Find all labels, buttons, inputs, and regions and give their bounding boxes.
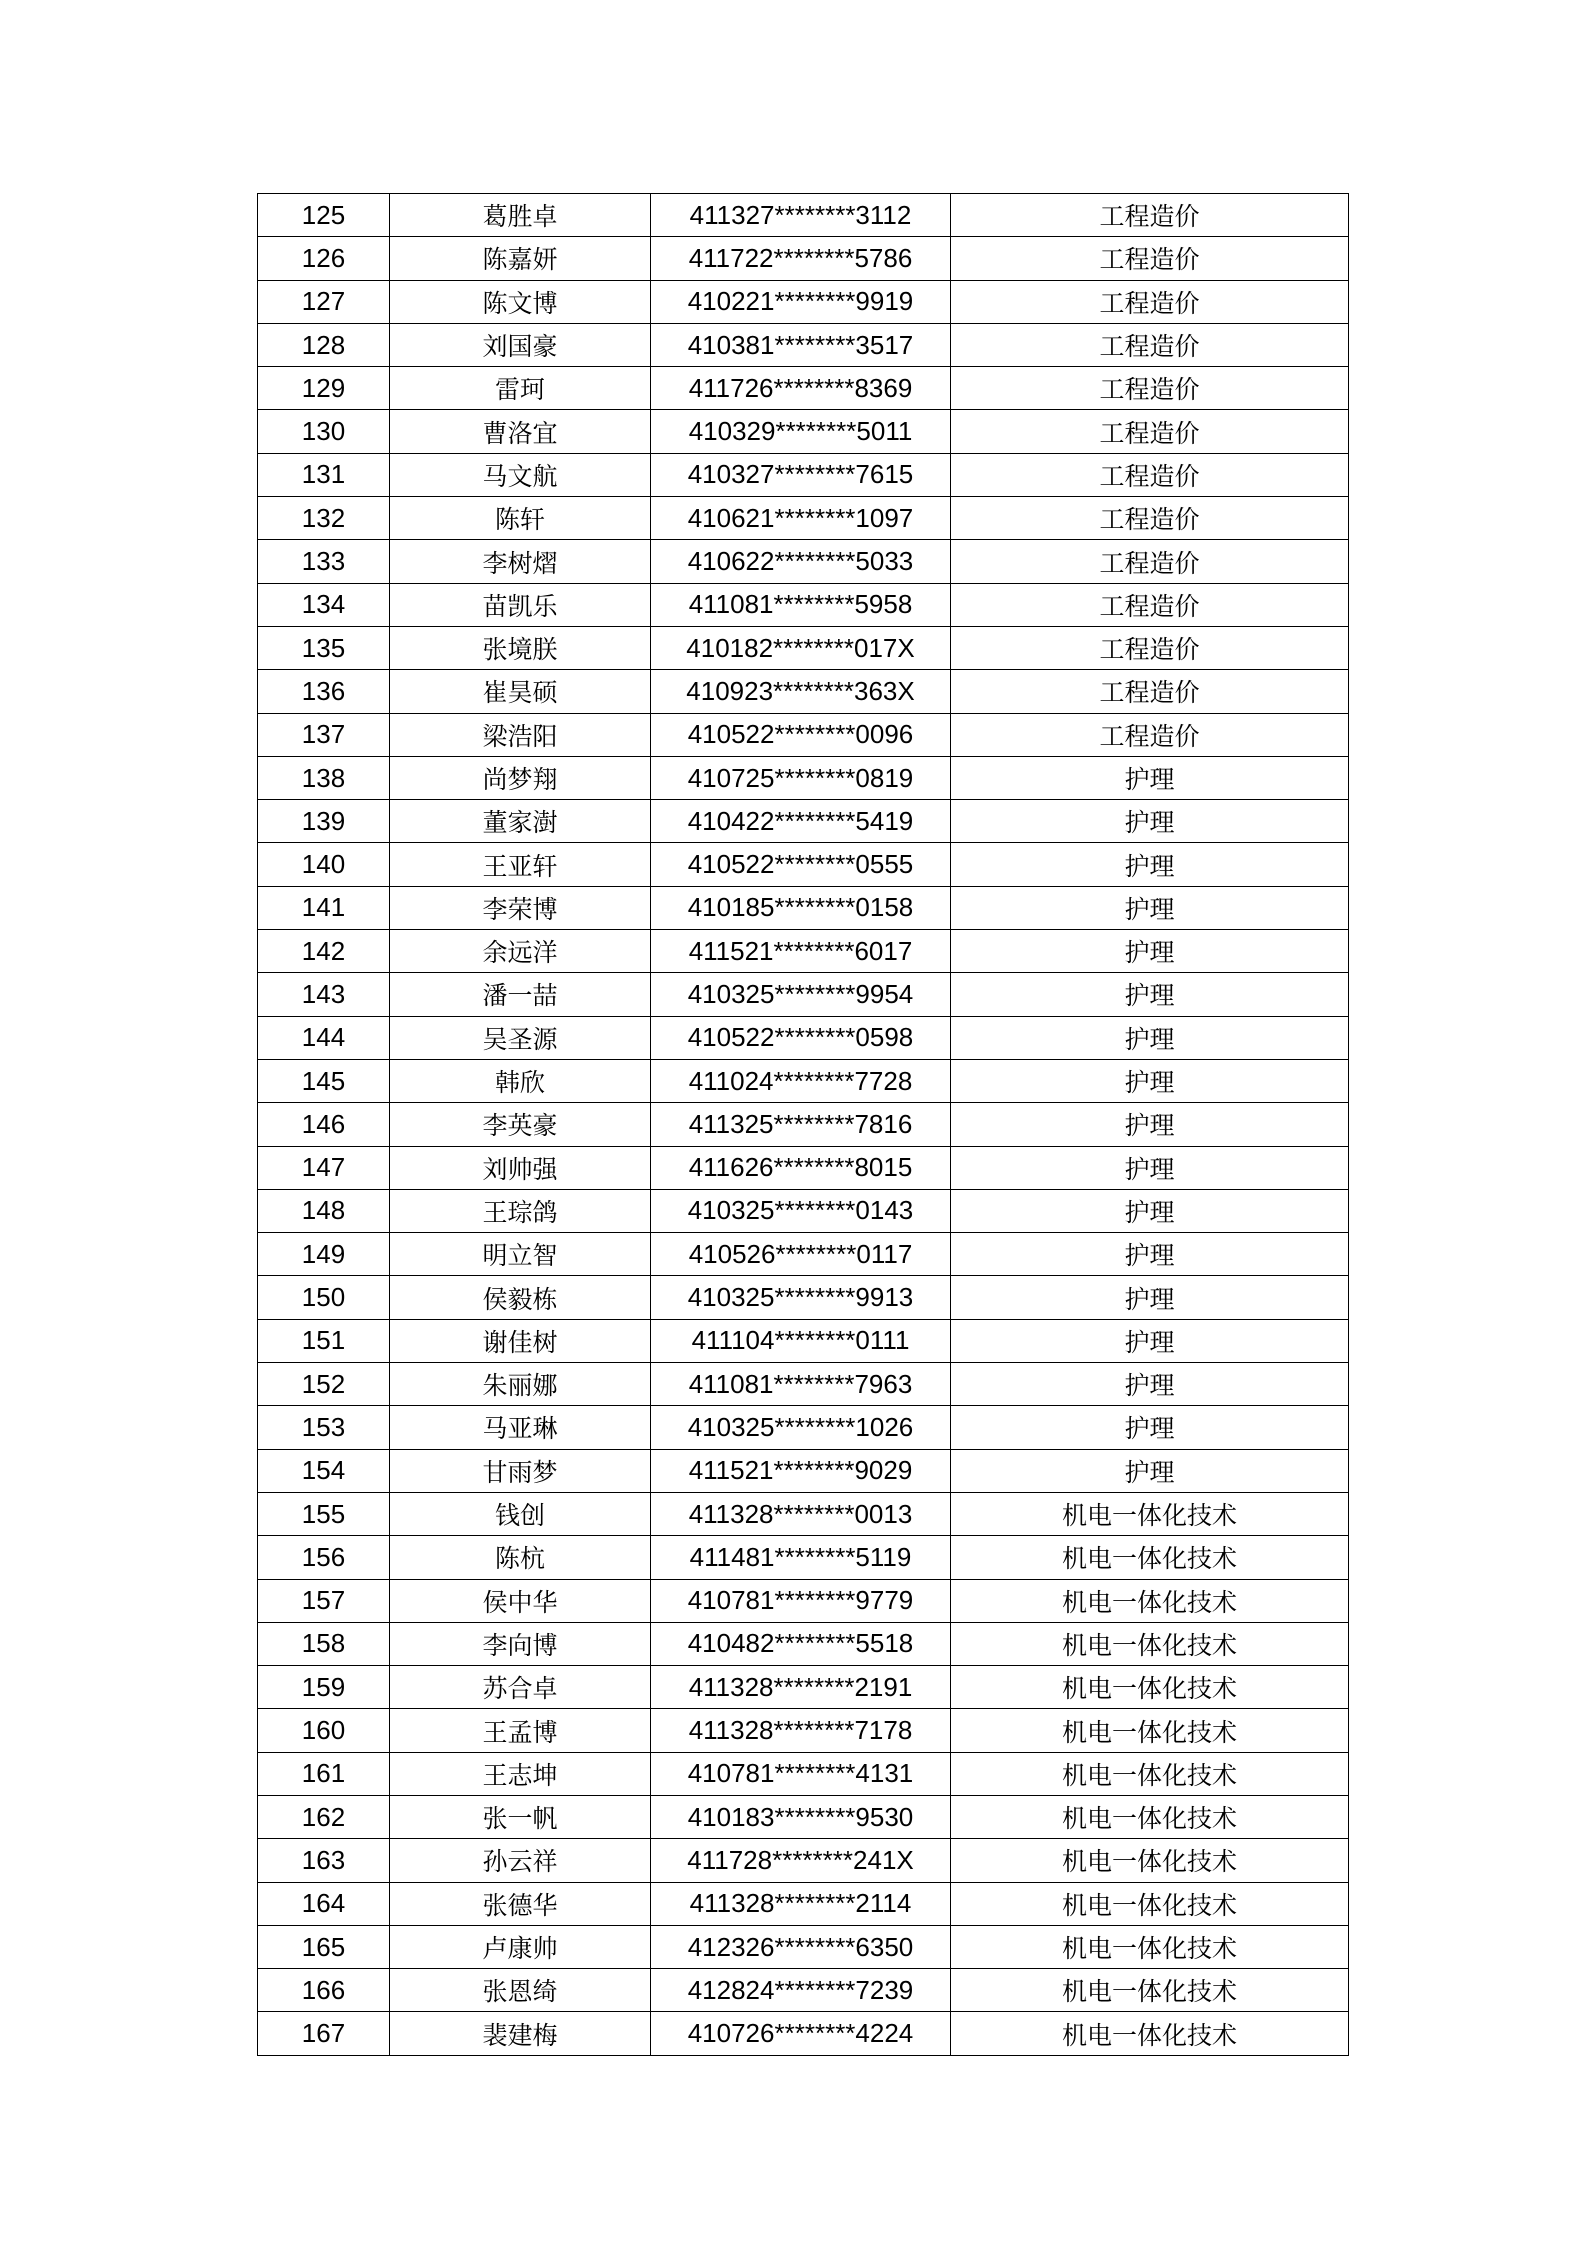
major-cell: 护理 (951, 756, 1349, 799)
major-cell: 护理 (951, 1189, 1349, 1232)
row-number-cell: 129 (258, 367, 390, 410)
id-number-cell: 410381********3517 (651, 323, 951, 366)
roster-body (258, 194, 1349, 2056)
row-number-cell: 155 (258, 1492, 390, 1535)
id-number-cell: 411327********3112 (651, 194, 951, 237)
row-number-cell: 146 (258, 1103, 390, 1146)
table-row (258, 367, 1349, 410)
table-row (258, 1319, 1349, 1362)
major-cell: 工程造价 (951, 280, 1349, 323)
table-row (258, 1103, 1349, 1146)
row-number-cell: 165 (258, 1925, 390, 1968)
major-cell: 护理 (951, 1146, 1349, 1189)
student-name-cell: 马文航 (390, 453, 651, 496)
row-number-cell: 135 (258, 626, 390, 669)
id-number-cell: 410923********363X (651, 670, 951, 713)
student-name-cell: 张境朕 (390, 626, 651, 669)
id-number-cell: 410522********0598 (651, 1016, 951, 1059)
student-name-cell: 苗凯乐 (390, 583, 651, 626)
row-number-cell: 162 (258, 1795, 390, 1838)
row-number-cell: 166 (258, 1969, 390, 2012)
major-cell: 机电一体化技术 (951, 1536, 1349, 1579)
table-row (258, 1233, 1349, 1276)
id-number-cell: 410325********9913 (651, 1276, 951, 1319)
row-number-cell: 142 (258, 930, 390, 973)
student-name-cell: 刘帅强 (390, 1146, 651, 1189)
major-cell: 护理 (951, 1319, 1349, 1362)
id-number-cell: 410329********5011 (651, 410, 951, 453)
major-cell: 工程造价 (951, 453, 1349, 496)
table-row (258, 973, 1349, 1016)
student-name-cell: 张德华 (390, 1882, 651, 1925)
row-number-cell: 161 (258, 1752, 390, 1795)
student-name-cell: 王亚轩 (390, 843, 651, 886)
student-name-cell: 陈轩 (390, 497, 651, 540)
row-number-cell: 151 (258, 1319, 390, 1362)
id-number-cell: 411081********5958 (651, 583, 951, 626)
major-cell: 工程造价 (951, 626, 1349, 669)
table-row (258, 2012, 1349, 2055)
table-row (258, 453, 1349, 496)
id-number-cell: 411104********0111 (651, 1319, 951, 1362)
id-number-cell: 410482********5518 (651, 1622, 951, 1665)
id-number-cell: 410522********0555 (651, 843, 951, 886)
table-row (258, 410, 1349, 453)
major-cell: 护理 (951, 1103, 1349, 1146)
major-cell: 机电一体化技术 (951, 1882, 1349, 1925)
row-number-cell: 125 (258, 194, 390, 237)
row-number-cell: 137 (258, 713, 390, 756)
row-number-cell: 131 (258, 453, 390, 496)
table-row (258, 1146, 1349, 1189)
major-cell: 护理 (951, 930, 1349, 973)
major-cell: 工程造价 (951, 367, 1349, 410)
student-name-cell: 马亚琳 (390, 1406, 651, 1449)
major-cell: 机电一体化技术 (951, 1839, 1349, 1882)
table-row (258, 540, 1349, 583)
row-number-cell: 136 (258, 670, 390, 713)
major-cell: 机电一体化技术 (951, 1925, 1349, 1968)
major-cell: 工程造价 (951, 540, 1349, 583)
id-number-cell: 411728********241X (651, 1839, 951, 1882)
table-row (258, 1925, 1349, 1968)
student-name-cell: 陈文博 (390, 280, 651, 323)
row-number-cell: 164 (258, 1882, 390, 1925)
student-name-cell: 苏合卓 (390, 1666, 651, 1709)
table-row (258, 1016, 1349, 1059)
table-row (258, 670, 1349, 713)
table-row (258, 1059, 1349, 1102)
table-row (258, 194, 1349, 237)
row-number-cell: 130 (258, 410, 390, 453)
table-row (258, 280, 1349, 323)
row-number-cell: 145 (258, 1059, 390, 1102)
student-name-cell: 余远洋 (390, 930, 651, 973)
major-cell: 工程造价 (951, 194, 1349, 237)
table-row (258, 930, 1349, 973)
id-number-cell: 411328********0013 (651, 1492, 951, 1535)
student-name-cell: 李英豪 (390, 1103, 651, 1146)
id-number-cell: 410726********4224 (651, 2012, 951, 2055)
row-number-cell: 163 (258, 1839, 390, 1882)
student-name-cell: 张恩绮 (390, 1969, 651, 2012)
major-cell: 工程造价 (951, 237, 1349, 280)
table-row (258, 237, 1349, 280)
row-number-cell: 147 (258, 1146, 390, 1189)
id-number-cell: 410622********5033 (651, 540, 951, 583)
row-number-cell: 140 (258, 843, 390, 886)
major-cell: 工程造价 (951, 497, 1349, 540)
major-cell: 工程造价 (951, 410, 1349, 453)
row-number-cell: 159 (258, 1666, 390, 1709)
id-number-cell: 410725********0819 (651, 756, 951, 799)
id-number-cell: 411481********5119 (651, 1536, 951, 1579)
id-number-cell: 410185********0158 (651, 886, 951, 929)
row-number-cell: 127 (258, 280, 390, 323)
row-number-cell: 157 (258, 1579, 390, 1622)
student-name-cell: 董家澍 (390, 800, 651, 843)
id-number-cell: 411521********9029 (651, 1449, 951, 1492)
table-row (258, 1666, 1349, 1709)
student-name-cell: 李树熠 (390, 540, 651, 583)
id-number-cell: 411328********7178 (651, 1709, 951, 1752)
table-row (258, 1579, 1349, 1622)
major-cell: 护理 (951, 973, 1349, 1016)
major-cell: 护理 (951, 1449, 1349, 1492)
major-cell: 机电一体化技术 (951, 1579, 1349, 1622)
id-number-cell: 410327********7615 (651, 453, 951, 496)
table-row (258, 1752, 1349, 1795)
student-name-cell: 崔昊硕 (390, 670, 651, 713)
row-number-cell: 154 (258, 1449, 390, 1492)
id-number-cell: 411081********7963 (651, 1363, 951, 1406)
major-cell: 工程造价 (951, 323, 1349, 366)
row-number-cell: 138 (258, 756, 390, 799)
id-number-cell: 411328********2191 (651, 1666, 951, 1709)
major-cell: 机电一体化技术 (951, 1492, 1349, 1535)
table-row (258, 1536, 1349, 1579)
id-number-cell: 411328********2114 (651, 1882, 951, 1925)
student-name-cell: 梁浩阳 (390, 713, 651, 756)
table-row (258, 583, 1349, 626)
student-name-cell: 雷珂 (390, 367, 651, 410)
row-number-cell: 160 (258, 1709, 390, 1752)
student-name-cell: 潘一喆 (390, 973, 651, 1016)
row-number-cell: 158 (258, 1622, 390, 1665)
table-row (258, 1839, 1349, 1882)
id-number-cell: 410183********9530 (651, 1795, 951, 1838)
table-row (258, 1406, 1349, 1449)
major-cell: 工程造价 (951, 713, 1349, 756)
major-cell: 机电一体化技术 (951, 1752, 1349, 1795)
student-name-cell: 李荣博 (390, 886, 651, 929)
student-name-cell: 卢康帅 (390, 1925, 651, 1968)
student-roster-table (257, 193, 1349, 2056)
major-cell: 护理 (951, 1406, 1349, 1449)
id-number-cell: 411325********7816 (651, 1103, 951, 1146)
major-cell: 护理 (951, 886, 1349, 929)
major-cell: 护理 (951, 800, 1349, 843)
major-cell: 机电一体化技术 (951, 1666, 1349, 1709)
major-cell: 工程造价 (951, 583, 1349, 626)
student-name-cell: 葛胜卓 (390, 194, 651, 237)
major-cell: 机电一体化技术 (951, 1709, 1349, 1752)
row-number-cell: 150 (258, 1276, 390, 1319)
major-cell: 机电一体化技术 (951, 1622, 1349, 1665)
id-number-cell: 410325********9954 (651, 973, 951, 1016)
row-number-cell: 152 (258, 1363, 390, 1406)
row-number-cell: 126 (258, 237, 390, 280)
row-number-cell: 148 (258, 1189, 390, 1232)
major-cell: 护理 (951, 1363, 1349, 1406)
student-name-cell: 朱丽娜 (390, 1363, 651, 1406)
student-name-cell: 明立智 (390, 1233, 651, 1276)
table-row (258, 1492, 1349, 1535)
student-name-cell: 甘雨梦 (390, 1449, 651, 1492)
student-name-cell: 刘国豪 (390, 323, 651, 366)
table-row (258, 713, 1349, 756)
student-name-cell: 钱创 (390, 1492, 651, 1535)
major-cell: 机电一体化技术 (951, 1795, 1349, 1838)
table-row (258, 1969, 1349, 2012)
row-number-cell: 134 (258, 583, 390, 626)
row-number-cell: 144 (258, 1016, 390, 1059)
row-number-cell: 139 (258, 800, 390, 843)
id-number-cell: 412326********6350 (651, 1925, 951, 1968)
row-number-cell: 141 (258, 886, 390, 929)
table-row (258, 1363, 1349, 1406)
row-number-cell: 153 (258, 1406, 390, 1449)
row-number-cell: 149 (258, 1233, 390, 1276)
id-number-cell: 411626********8015 (651, 1146, 951, 1189)
id-number-cell: 411726********8369 (651, 367, 951, 410)
table-row (258, 886, 1349, 929)
id-number-cell: 410522********0096 (651, 713, 951, 756)
id-number-cell: 411521********6017 (651, 930, 951, 973)
table-row (258, 1189, 1349, 1232)
student-name-cell: 吴圣源 (390, 1016, 651, 1059)
student-name-cell: 侯毅栋 (390, 1276, 651, 1319)
row-number-cell: 128 (258, 323, 390, 366)
major-cell: 护理 (951, 1016, 1349, 1059)
row-number-cell: 167 (258, 2012, 390, 2055)
id-number-cell: 410526********0117 (651, 1233, 951, 1276)
id-number-cell: 410221********9919 (651, 280, 951, 323)
table-row (258, 323, 1349, 366)
row-number-cell: 143 (258, 973, 390, 1016)
student-name-cell: 王琮鸽 (390, 1189, 651, 1232)
table-row (258, 843, 1349, 886)
student-name-cell: 曹洛宜 (390, 410, 651, 453)
table-row (258, 1276, 1349, 1319)
major-cell: 机电一体化技术 (951, 2012, 1349, 2055)
id-number-cell: 411024********7728 (651, 1059, 951, 1102)
table-row (258, 497, 1349, 540)
row-number-cell: 132 (258, 497, 390, 540)
table-row (258, 626, 1349, 669)
student-name-cell: 张一帆 (390, 1795, 651, 1838)
student-name-cell: 裴建梅 (390, 2012, 651, 2055)
id-number-cell: 411722********5786 (651, 237, 951, 280)
major-cell: 护理 (951, 843, 1349, 886)
student-name-cell: 韩欣 (390, 1059, 651, 1102)
id-number-cell: 410781********9779 (651, 1579, 951, 1622)
major-cell: 机电一体化技术 (951, 1969, 1349, 2012)
table-row (258, 800, 1349, 843)
table-row (258, 1622, 1349, 1665)
student-name-cell: 李向博 (390, 1622, 651, 1665)
student-name-cell: 王孟博 (390, 1709, 651, 1752)
student-name-cell: 尚梦翔 (390, 756, 651, 799)
id-number-cell: 412824********7239 (651, 1969, 951, 2012)
student-name-cell: 陈嘉妍 (390, 237, 651, 280)
major-cell: 护理 (951, 1276, 1349, 1319)
table-row (258, 1795, 1349, 1838)
major-cell: 护理 (951, 1233, 1349, 1276)
student-name-cell: 谢佳树 (390, 1319, 651, 1362)
table-row (258, 1449, 1349, 1492)
student-name-cell: 侯中华 (390, 1579, 651, 1622)
table-row (258, 1709, 1349, 1752)
id-number-cell: 410422********5419 (651, 800, 951, 843)
id-number-cell: 410325********0143 (651, 1189, 951, 1232)
id-number-cell: 410621********1097 (651, 497, 951, 540)
major-cell: 工程造价 (951, 670, 1349, 713)
table-row (258, 756, 1349, 799)
row-number-cell: 156 (258, 1536, 390, 1579)
id-number-cell: 410781********4131 (651, 1752, 951, 1795)
student-name-cell: 陈杭 (390, 1536, 651, 1579)
id-number-cell: 410325********1026 (651, 1406, 951, 1449)
student-name-cell: 孙云祥 (390, 1839, 651, 1882)
major-cell: 护理 (951, 1059, 1349, 1102)
student-name-cell: 王志坤 (390, 1752, 651, 1795)
row-number-cell: 133 (258, 540, 390, 583)
table-row (258, 1882, 1349, 1925)
id-number-cell: 410182********017X (651, 626, 951, 669)
